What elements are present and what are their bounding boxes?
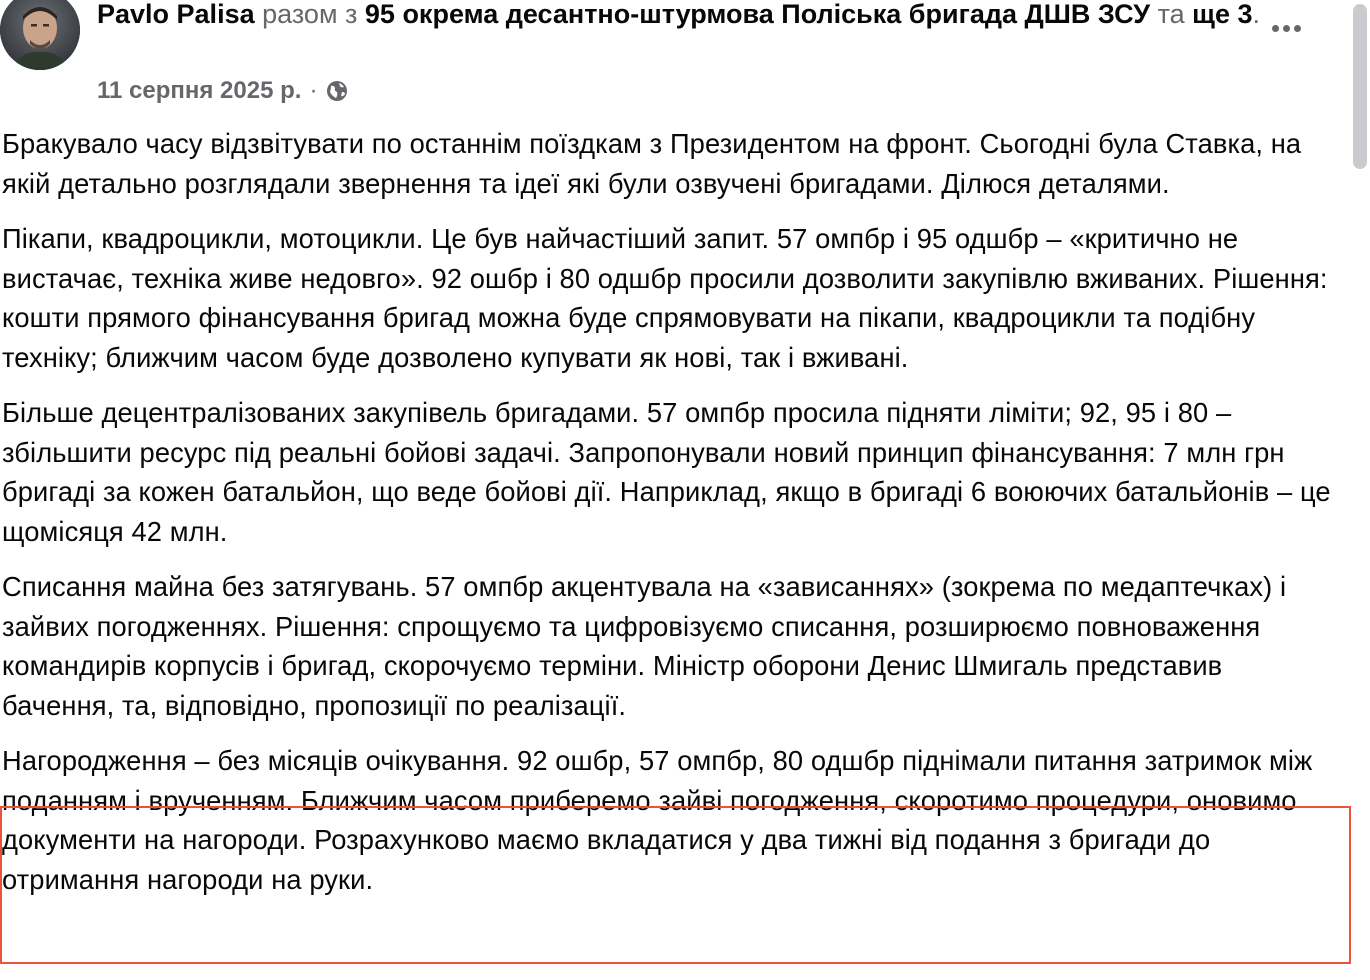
others-link[interactable]: ще 3 — [1192, 0, 1253, 29]
post-paragraph-5: Нагородження – без місяців очікування. 92 ошбр, 57 омпбр, 80 одшбр піднімали питання затримок між поданням і врученням. Ближчим часом приберемо зайві погодження, скоротимо процедури, оновимо документи на нагороди. Розрахунково маємо вкладатися у два тижні від подання з бригади до отримання нагороди на руки. — [2, 745, 1313, 895]
more-dot-icon — [1294, 25, 1301, 32]
scrollbar-thumb[interactable] — [1353, 4, 1367, 169]
globe-icon[interactable] — [325, 79, 349, 103]
author-name[interactable]: Pavlo Palisa — [97, 0, 255, 29]
period-text: . — [1252, 0, 1261, 29]
post-header — [0, 0, 1340, 110]
tagged-page-link[interactable]: 95 окрема десантно-штурмова Поліська бригада ДШВ ЗСУ — [364, 0, 1151, 29]
with-text: разом з — [262, 0, 358, 29]
post-paragraph-4: Списання майна без затягувань. 57 омпбр акцентувала на «зависаннях» (зокрема по медаптечках) і зайвих погодженнях. Рішення: спрощуємо та цифровізуємо списання, розширюємо повноваження командирів корпусів і бригад, скорочуємо терміни. Міністр оборони Денис Шмигаль представив бачення, та, відповідно, пропозиції по реалізації. — [2, 571, 1287, 721]
author-avatar[interactable] — [0, 0, 80, 70]
post-paragraph-3: Більше децентралізованих закупівель бригадами. 57 омпбр просила підняти ліміти; 92, 95 і 80 – збільшити ресурс під реальні бойові задачі. Запропонували новий принцип фінансування: 7 млн грн бригаді за кожен батальйон, що веде бойові дії. Наприклад, якщо в бригаді 6 воюючих батальйонів – це щомісяця 42 млн. — [2, 397, 1331, 547]
author-line — [97, 0, 1267, 34]
scrollbar[interactable] — [1350, 0, 1370, 980]
post-paragraph-1: Бракувало часу відзвітувати по останнім поїздкам з Президентом на фронт. Сьогодні була Ставка, на якій детально розглядали звернення та ідеї які були озвучені бригадами. Ділюся деталями. — [2, 128, 1302, 199]
more-dot-icon — [1283, 25, 1290, 32]
more-dot-icon — [1272, 25, 1279, 32]
more-options-icon[interactable] — [1264, 14, 1308, 42]
and-text: та — [1157, 0, 1185, 29]
post-paragraph-2: Пікапи, квадроцикли, мотоцикли. Це був найчастіший запит. 57 омпбр і 95 одшбр – «критично не вистачає, техніка живе недовго». 92 ошбр і 80 одшбр просили дозволити закупівлю вживаних. Рішення: кошти прямого фінансування бригад можна буде спрямовувати на пікапи, квадроцикли та подібну техніку; ближчим часом буде дозволено купувати як нові, так і вживані. — [2, 223, 1328, 373]
post-date[interactable]: 11 серпня 2025 р. — [97, 77, 302, 104]
meta-separator: · — [309, 77, 318, 104]
post-meta — [97, 76, 349, 106]
avatar-image — [0, 0, 80, 70]
post-body — [2, 124, 1337, 915]
